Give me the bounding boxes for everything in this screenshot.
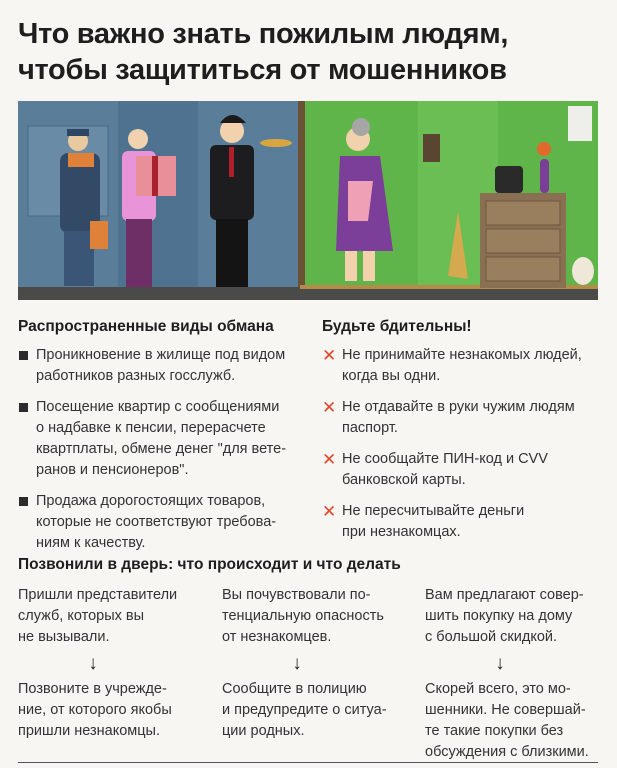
cross-icon: ✕	[322, 450, 337, 469]
list-item	[322, 449, 607, 491]
cross-icon: ✕	[322, 398, 337, 417]
telephone	[495, 166, 523, 193]
text-line: Вы почувствовали по-	[222, 587, 371, 603]
text-line: шенники. Не совершай-	[425, 702, 586, 718]
text-line: о надбавке к пенсии, перерасчете	[36, 420, 266, 436]
list-item	[18, 345, 308, 387]
text-line: Продажа дорогостоящих товаров,	[36, 493, 266, 509]
text-line: Пришли представители	[18, 587, 178, 603]
scenario-column	[222, 585, 417, 742]
arrow-down-icon: ↓	[292, 653, 302, 674]
text-line: Сообщите в полицию	[222, 681, 367, 697]
text-line: Вам предлагают совер-	[425, 587, 584, 603]
text-line: ции родных.	[222, 723, 305, 739]
bullet-square-icon	[19, 403, 28, 412]
text-line: Не принимайте незнакомых людей,	[342, 347, 582, 363]
text-line: ние, от которого якобы	[18, 702, 172, 718]
text-line: банковской карты.	[342, 472, 466, 488]
vase	[540, 159, 549, 193]
text-line: которые не соответствуют требова-	[36, 514, 277, 530]
text-line: тенциальную опасность	[222, 608, 384, 624]
bottom-divider	[18, 762, 598, 763]
list-item	[18, 491, 308, 554]
text-line: пришли незнакомцы.	[18, 723, 161, 739]
wall-notice	[568, 106, 592, 141]
text-line: Не пересчитывайте деньги	[342, 503, 525, 519]
cross-icon: ✕	[322, 502, 337, 521]
bullet-square-icon	[19, 497, 28, 506]
text-line: Посещение квартир с сообщениями	[36, 399, 280, 415]
text-line: ниям к качеству.	[36, 535, 146, 551]
list-item	[322, 397, 607, 439]
arrow-down-icon: ↓	[88, 653, 98, 674]
text-line: паспорт.	[342, 420, 398, 436]
text-line: Проникновение в жилище под видом	[36, 347, 286, 363]
list-item	[322, 501, 607, 543]
text-line: Не сообщайте ПИН-код и CVV	[342, 451, 548, 467]
doorbell-heading: Позвонили в дверь: что происходит и что делать	[18, 556, 401, 573]
bullet-square-icon	[19, 351, 28, 360]
illustration-fraudsters-at-door	[18, 101, 598, 300]
be-vigilant-heading: Будьте бдительны!	[322, 318, 472, 335]
fraud-types-section	[18, 318, 308, 564]
text-line: работников разных госслужб.	[36, 368, 236, 384]
text-line: от незнакомцев.	[222, 629, 332, 645]
text-line: служб, которых вы	[18, 608, 145, 624]
cat	[572, 257, 594, 285]
text-line: обсуждения с близкими.	[425, 744, 589, 760]
arrow-down-icon: ↓	[495, 653, 505, 674]
text-line: квартплаты, обмене денег "для вете-	[36, 441, 287, 457]
text-line: Позвоните в учрежде-	[18, 681, 167, 697]
text-line: и предупредите о ситуа-	[222, 702, 387, 718]
title-line: чтобы защититься от мошенников	[18, 54, 507, 86]
text-line: Скорей всего, это мо-	[425, 681, 571, 697]
list-item	[18, 397, 308, 481]
text-line: ранов и пенсионеров".	[36, 462, 189, 478]
text-line: те такие покупки без	[425, 723, 564, 739]
list-item	[322, 345, 607, 387]
title-line: Что важно знать пожилым людям,	[18, 18, 509, 50]
cross-icon: ✕	[322, 346, 337, 365]
scenario-column	[18, 585, 213, 742]
scenario-column	[425, 585, 617, 763]
text-line: с большой скидкой.	[425, 629, 558, 645]
text-line: когда вы одни.	[342, 368, 441, 384]
text-line: не вызывали.	[18, 629, 110, 645]
fraud-types-heading: Распространенные виды обмана	[18, 318, 274, 335]
text-line: шить покупку на дому	[425, 608, 573, 624]
be-vigilant-section	[322, 318, 607, 553]
text-line: при незнакомцах.	[342, 524, 461, 540]
page-title	[18, 16, 508, 88]
portrait-frame	[423, 134, 440, 162]
text-line: Не отдавайте в руки чужим людям	[342, 399, 575, 415]
